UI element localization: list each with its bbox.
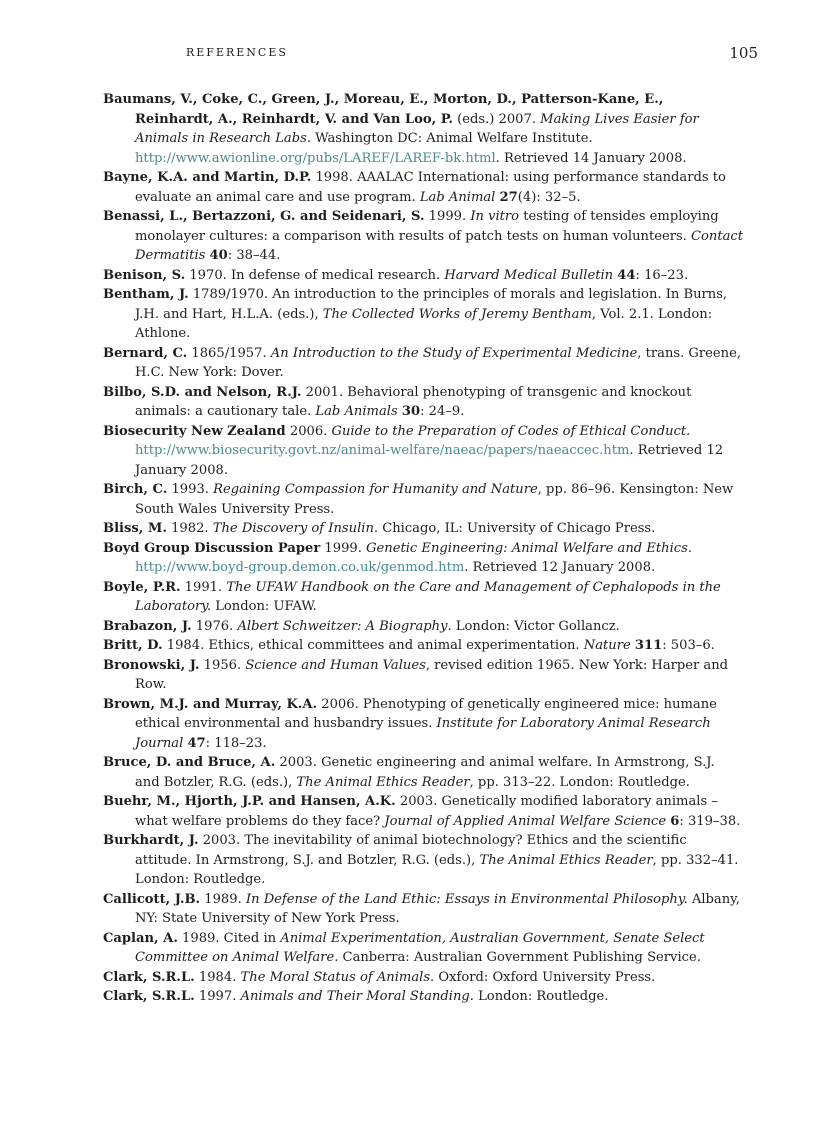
reference-title: Albert Schweitzer: A Biography xyxy=(237,618,448,634)
reference-entry xyxy=(103,480,743,519)
reference-author: Bernard, C. xyxy=(103,345,188,361)
reference-title: The Collected Works of Jeremy Bentham xyxy=(322,306,592,322)
reference-text: 1789/1970. An introduction to the principles of morals and legislation. In Burns, J.H. and Hart, H.L.A. (eds.), xyxy=(135,287,728,322)
reference-volume: 44 xyxy=(617,267,636,283)
reference-entry xyxy=(103,422,743,481)
reference-title: Harvard Medical Bulletin xyxy=(444,267,614,283)
reference-entry xyxy=(103,266,743,286)
reference-author: Boyd Group Discussion Paper xyxy=(103,540,321,556)
reference-text: 1865/1957. xyxy=(187,345,271,361)
reference-title: The Animal Ethics Reader xyxy=(479,852,653,868)
reference-text: , Vol. 2.1. London: Athlone. xyxy=(135,306,713,341)
reference-text: London: Routledge. xyxy=(473,989,609,1004)
reference-text: : 319–38. xyxy=(679,813,741,829)
reference-volume: 47 xyxy=(187,735,206,751)
reference-entry xyxy=(103,617,743,637)
reference-text: 1998. AAALAC International: using performance standards to evaluate an animal care and use program. xyxy=(135,170,726,205)
reference-entry xyxy=(103,929,743,968)
reference-title: Animals and Their Moral Standing. xyxy=(240,989,474,1004)
reference-text: 1989. Cited in xyxy=(177,930,281,946)
reference-entry xyxy=(103,90,743,168)
reference-text: 2003. The inevitability of animal biotechnology? Ethics and the scientific attitude. In Armstrong, S.J. and Botzler, R.G. (eds.), xyxy=(135,833,687,868)
reference-author: Brown, M.J. and Murray, K.A. xyxy=(103,696,318,712)
reference-volume: 27 xyxy=(499,189,518,205)
reference-title: Guide to the Preparation of Codes of Ethical Conduct. xyxy=(331,423,691,439)
reference-author: Baumans, V., Coke, C., Green, J., Moreau, E., Morton, D., Patterson-Kane, E., Reinhardt, A., Reinhardt, V. and Van Loo, P. xyxy=(103,92,664,127)
reference-title: Science and Human Values xyxy=(245,657,426,673)
reference-text: : 118–23. xyxy=(205,735,267,751)
reference-author: Bronowski, J. xyxy=(103,657,200,673)
reference-text: 2006. xyxy=(285,423,332,439)
reference-text: 2003. Genetically modified laboratory animals – what welfare problems do they face? xyxy=(135,794,718,829)
reference-text: 1991. xyxy=(180,579,227,595)
reference-title: The Animal Ethics Reader xyxy=(296,774,470,790)
reference-entry xyxy=(103,987,743,1007)
reference-text: 1970. In defense of medical research. xyxy=(185,267,445,283)
reference-title: Lab Animals xyxy=(315,404,398,419)
reference-text: : 24–9. xyxy=(420,404,465,419)
reference-entry xyxy=(103,285,743,344)
reference-volume: 6 xyxy=(670,813,680,829)
reference-text: 2003. Genetic engineering and animal welfare. In Armstrong, S.J. and Botzler, R.G. (eds.), xyxy=(135,755,715,790)
reference-author: Caplan, A. xyxy=(103,930,178,946)
reference-author: Burkhardt, J. xyxy=(103,833,199,848)
reference-title: Genetic Engineering: Animal Welfare and Ethics. xyxy=(366,540,692,556)
reference-volume: 40 xyxy=(209,248,228,263)
reference-author: Clark, S.R.L. xyxy=(103,969,195,985)
reference-title: The Moral Status of Animals. xyxy=(240,969,435,985)
reference-author: Benison, S. xyxy=(103,267,186,283)
reference-text: . Retrieved 12 January 2008. xyxy=(135,443,724,478)
reference-title: Nature xyxy=(583,638,631,653)
reference-title: An Introduction to the Study of Experimental Medicine xyxy=(270,345,638,361)
reference-text: 1976. xyxy=(191,618,238,634)
reference-link[interactable]: http://www.biosecurity.govt.nz/animal-welfare/naeac/papers/naeaccec.htm xyxy=(135,443,630,458)
reference-text: : 503–6. xyxy=(662,638,715,653)
reference-text: 1999. xyxy=(424,209,471,224)
reference-text: , revised edition 1965. New York: Harper and Row. xyxy=(135,657,729,692)
reference-author: Brabazon, J. xyxy=(103,618,192,634)
reference-author: Clark, S.R.L. xyxy=(103,989,195,1004)
reference-text: Oxford: Oxford University Press. xyxy=(434,969,656,985)
reference-text: (eds.) 2007. xyxy=(452,111,541,127)
reference-title: In Defense of the Land Ethic: Essays in Environmental Philosophy. xyxy=(245,891,688,907)
reference-author: Boyle, P.R. xyxy=(103,579,181,595)
reference-text: Albany, NY: State University of New York Press. xyxy=(135,891,740,926)
reference-text: . London: Victor Gollancz. xyxy=(447,618,620,634)
reference-list xyxy=(103,90,743,1007)
reference-text: London: UFAW. xyxy=(211,599,317,614)
reference-entry xyxy=(103,207,743,266)
reference-author: Britt, D. xyxy=(103,638,163,653)
reference-title: The UFAW Handbook on the Care and Management of Cephalopods in the Laboratory. xyxy=(135,579,721,614)
reference-text: : 38–44. xyxy=(227,248,281,263)
reference-author: Benassi, L., Bertazzoni, G. and Seidenari, S. xyxy=(103,209,425,224)
reference-text: 2006. Phenotyping of genetically engineered mice: humane ethical environmental and husbandry issues. xyxy=(135,696,717,731)
reference-title: The Discovery of Insulin xyxy=(212,521,374,536)
reference-entry xyxy=(103,753,743,792)
reference-title: Lab Animal xyxy=(419,189,496,205)
reference-entry xyxy=(103,695,743,754)
reference-text: . Chicago, IL: University of Chicago Press. xyxy=(373,521,656,536)
reference-text: 1982. xyxy=(166,521,213,536)
reference-text: 1989. xyxy=(200,891,246,907)
reference-title: Making Lives Easier for Animals in Research Labs xyxy=(135,111,699,146)
reference-author: Bayne, K.A. and Martin, D.P. xyxy=(103,170,312,185)
reference-volume: 311 xyxy=(634,638,663,653)
reference-author: Bliss, M. xyxy=(103,521,167,536)
running-head: REFERENCES xyxy=(186,46,288,59)
reference-author: Biosecurity New Zealand xyxy=(103,423,286,439)
page-number: 105 xyxy=(729,44,758,62)
reference-entry xyxy=(103,831,743,890)
reference-text: 1984. Ethics, ethical committees and animal experimentation. xyxy=(162,638,584,653)
reference-title: Contact Dermatitis xyxy=(135,228,744,263)
reference-author: Bilbo, S.D. and Nelson, R.J. xyxy=(103,384,302,400)
reference-text: (4): 32–5. xyxy=(517,189,581,205)
reference-title: Animal Experimentation, Australian Government, Senate Select Committee on Animal Welfare. xyxy=(135,930,705,965)
reference-title: Journal of Applied Animal Welfare Science xyxy=(384,813,667,829)
reference-text: . Retrieved 12 January 2008. xyxy=(464,560,656,575)
reference-link[interactable]: http://www.boyd-group.demon.co.uk/genmod.htm xyxy=(135,560,465,575)
reference-text: . Retrieved 14 January 2008. xyxy=(495,150,687,166)
reference-title: In vitro xyxy=(470,209,520,224)
reference-text: , trans. Greene, H.C. New York: Dover. xyxy=(135,345,741,380)
reference-entry xyxy=(103,539,743,578)
reference-entry xyxy=(103,792,743,831)
reference-text: 1956. xyxy=(199,657,246,673)
reference-text: : 16–23. xyxy=(635,267,689,283)
reference-entry xyxy=(103,168,743,207)
reference-author: Birch, C. xyxy=(103,482,168,497)
reference-entry xyxy=(103,344,743,383)
reference-entry xyxy=(103,656,743,695)
reference-entry xyxy=(103,578,743,617)
reference-text: 1997. xyxy=(194,989,241,1004)
reference-text: . Washington DC: Animal Welfare Institute. xyxy=(306,131,593,146)
reference-entry xyxy=(103,383,743,422)
reference-entry xyxy=(103,968,743,988)
reference-author: Buehr, M., Hjorth, J.P. and Hansen, A.K. xyxy=(103,794,396,809)
reference-text: 1993. xyxy=(167,482,214,497)
reference-text: , pp. 332–41. London: Routledge. xyxy=(135,852,739,887)
reference-text: 1999. xyxy=(320,540,367,556)
reference-title: Regaining Compassion for Humanity and Nature xyxy=(213,482,538,497)
reference-title: Institute for Laboratory Animal Research Journal xyxy=(135,716,711,751)
reference-author: Bentham, J. xyxy=(103,287,189,302)
reference-text: Canberra: Australian Government Publishing Service. xyxy=(338,950,701,965)
reference-text: , pp. 86–96. Kensington: New South Wales University Press. xyxy=(135,482,734,517)
reference-text: 2001. Behavioral phenotyping of transgenic and knockout animals: a cautionary tale. xyxy=(135,384,692,419)
reference-link[interactable]: http://www.awionline.org/pubs/LAREF/LAREF-bk.html xyxy=(135,150,496,166)
reference-entry xyxy=(103,519,743,539)
reference-entry xyxy=(103,890,743,929)
reference-text: 1984. xyxy=(194,969,241,985)
reference-author: Callicott, J.B. xyxy=(103,891,201,907)
reference-entry xyxy=(103,636,743,656)
reference-text: testing of tensides employing monolayer cultures: a comparison with results of patch tests on human volunteers. xyxy=(135,209,719,244)
reference-volume: 30 xyxy=(401,404,421,419)
reference-author: Bruce, D. and Bruce, A. xyxy=(103,755,276,770)
reference-text: , pp. 313–22. London: Routledge. xyxy=(469,774,690,790)
